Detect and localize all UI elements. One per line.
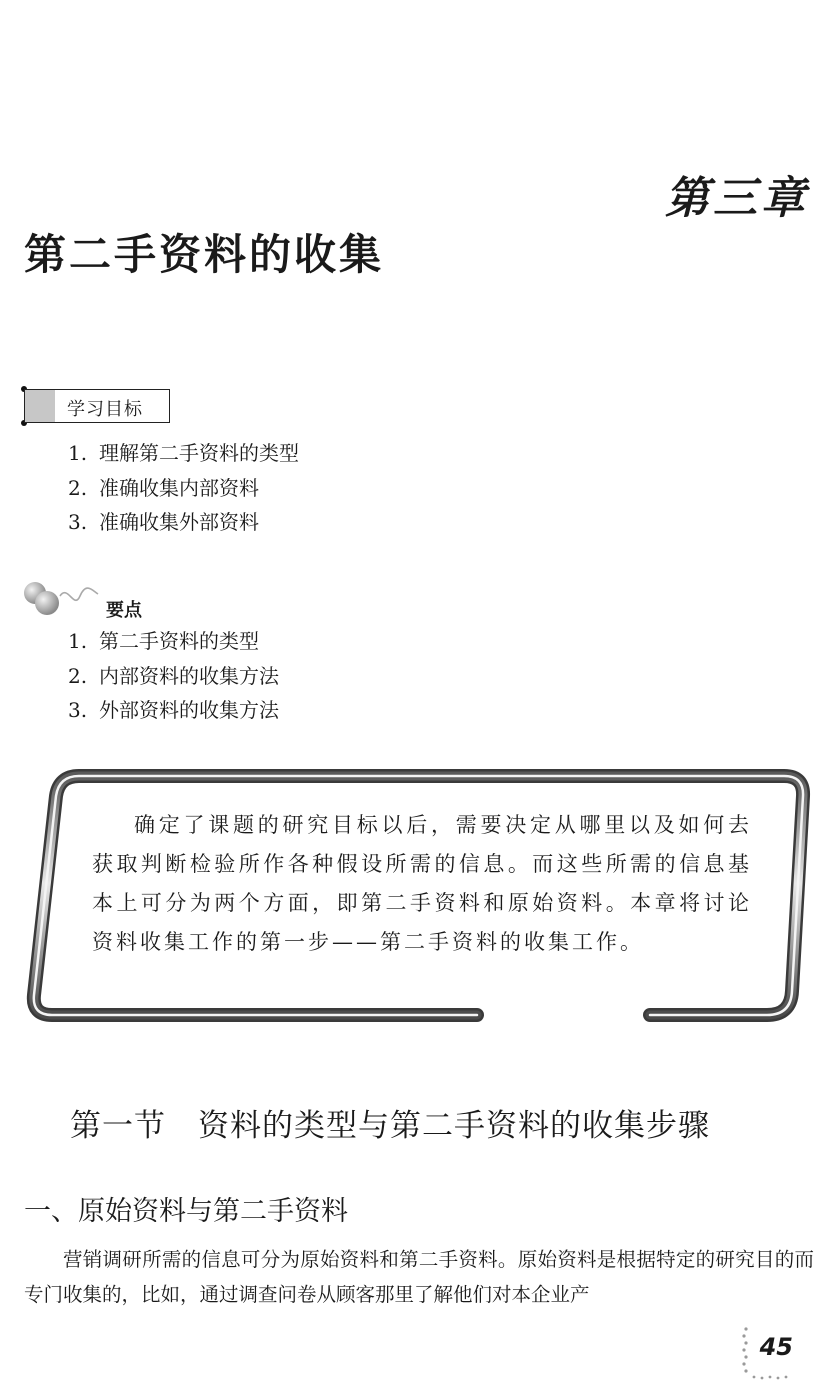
intro-paragraph: 确定了课题的研究目标以后，需要决定从哪里以及如何去获取判断检验所作各种假设所需的信息。而这些所需的信息基本上可分为两个方面，即第二手资料和原始资料。本章将讨论资料收集工作的第一步——第二手资料的收集工作。 [92, 813, 752, 954]
list-item: 1. 第二手资料的类型 [68, 629, 259, 653]
subsection-title: 一、原始资料与第二手资料 [24, 1196, 348, 1227]
objectives-heading: 学习目标 [67, 399, 143, 420]
list-item: 3. 外部资料的收集方法 [68, 698, 279, 722]
body-paragraph: 营销调研所需的信息可分为原始资料和第二手资料。原始资料是根据特定的研究目的而专门收集的，比如，通过调查问卷从顾客那里了解他们对本企业产 [24, 1248, 814, 1306]
key-points-list [68, 624, 279, 728]
key-points-heading: 要点 [106, 600, 142, 621]
heading-shade [25, 390, 55, 422]
chapter-label: 第三章 [665, 173, 809, 224]
list-item: 2. 准确收集内部资料 [68, 475, 259, 500]
list-item: 3. 准确收集外部资料 [68, 510, 259, 534]
chapter-title: 第二手资料的收集 [24, 230, 385, 279]
section-title: 第一节 资料的类型与第二手资料的收集步骤 [70, 1108, 710, 1144]
key-points-icon [22, 580, 102, 622]
page-number: 45 [759, 1333, 793, 1361]
objectives-list [68, 436, 299, 540]
objectives-heading-box [24, 389, 170, 423]
list-item: 1. 理解第二手资料的类型 [68, 441, 299, 465]
list-item: 2. 内部资料的收集方法 [68, 663, 279, 688]
